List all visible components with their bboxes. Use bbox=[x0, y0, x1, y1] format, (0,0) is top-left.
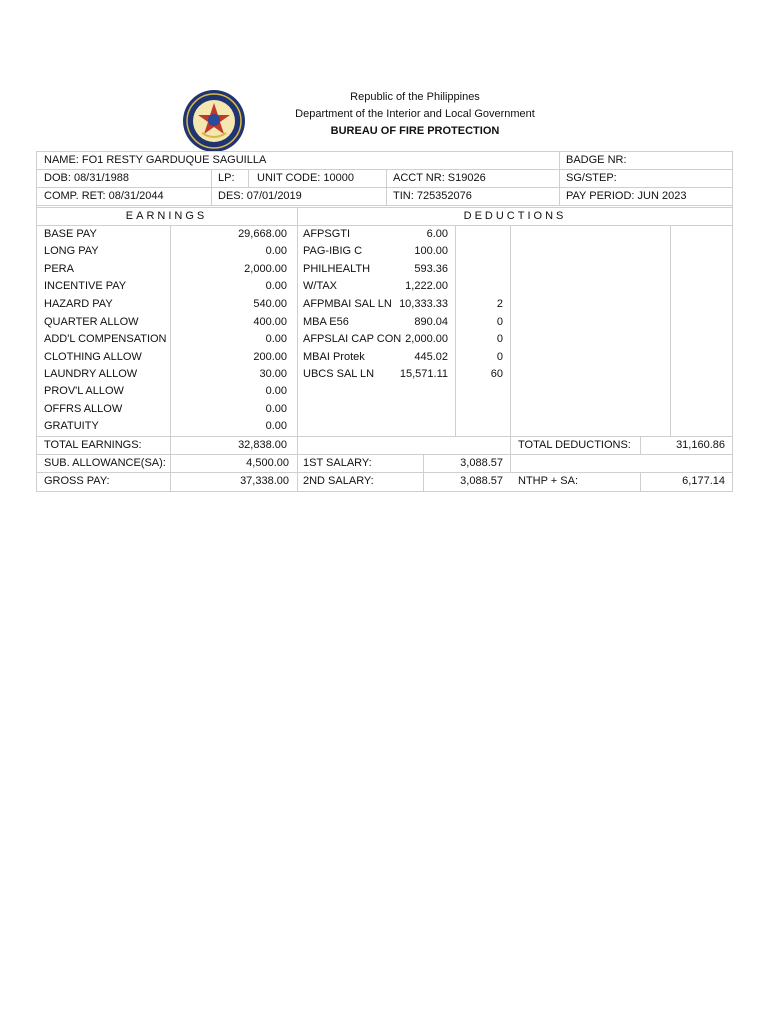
employee-name: NAME: FO1 RESTY GARDUQUE SAGUILLA bbox=[44, 154, 267, 166]
earning-label: PERA bbox=[44, 263, 74, 275]
tin-number: TIN: 725352076 bbox=[393, 190, 472, 202]
earning-value: 0.00 bbox=[265, 385, 287, 397]
deduction-label: UBCS SAL LN bbox=[303, 368, 375, 380]
deduction-count: 60 bbox=[490, 368, 503, 380]
deduction-value: 445.02 bbox=[414, 351, 448, 363]
earning-value: 29,668.00 bbox=[238, 228, 287, 240]
nthp-sa-value: 6,177.14 bbox=[682, 475, 725, 487]
earning-value: 2,000.00 bbox=[244, 263, 287, 275]
earning-label: BASE PAY bbox=[44, 228, 97, 240]
deduction-value: 890.04 bbox=[414, 316, 448, 328]
date-of-birth: DOB: 08/31/1988 bbox=[44, 172, 130, 184]
earning-value: 400.00 bbox=[253, 316, 287, 328]
total-deductions-label: TOTAL DEDUCTIONS: bbox=[518, 439, 631, 451]
earning-label: PROV'L ALLOW bbox=[44, 385, 124, 397]
earning-label: ADD'L COMPENSATION bbox=[44, 333, 167, 345]
earning-label: INCENTIVE PAY bbox=[44, 280, 127, 292]
deduction-label: AFPSLAI CAP CON bbox=[303, 333, 402, 345]
total-earnings-value: 32,838.00 bbox=[238, 439, 287, 451]
deduction-count: 0 bbox=[496, 316, 503, 328]
deduction-label: AFPMBAI SAL LN bbox=[303, 298, 392, 310]
first-salary-value: 3,088.57 bbox=[460, 457, 503, 469]
first-salary-label: 1ST SALARY: bbox=[303, 457, 372, 469]
deductions-header: DEDUCTIONS bbox=[463, 210, 567, 222]
header-republic: Republic of the Philippines bbox=[350, 91, 480, 103]
deduction-label: PAG-IBIG C bbox=[303, 245, 363, 257]
total-earnings-label: TOTAL EARNINGS: bbox=[44, 439, 142, 451]
deduction-label: AFPSGTI bbox=[303, 228, 351, 240]
deduction-value: 1,222.00 bbox=[405, 280, 448, 292]
deduction-count: 2 bbox=[496, 298, 503, 310]
earning-value: 0.00 bbox=[265, 245, 287, 257]
unit-code: UNIT CODE: 10000 bbox=[257, 172, 355, 184]
earning-value: 0.00 bbox=[265, 403, 287, 415]
deduction-value: 100.00 bbox=[414, 245, 448, 257]
sub-allowance-label: SUB. ALLOWANCE(SA): bbox=[44, 457, 166, 469]
bfp-seal-logo bbox=[182, 89, 246, 153]
total-deductions-value: 31,160.86 bbox=[676, 439, 725, 451]
deduction-value: 2,000.00 bbox=[405, 333, 448, 345]
designation-date: DES: 07/01/2019 bbox=[218, 190, 302, 202]
deduction-count: 0 bbox=[496, 351, 503, 363]
sub-allowance-value: 4,500.00 bbox=[246, 457, 289, 469]
header-department: Department of the Interior and Local Government bbox=[295, 108, 535, 120]
deduction-label: MBAI Protek bbox=[303, 351, 365, 363]
earning-label: CLOTHING ALLOW bbox=[44, 351, 142, 363]
earning-label: GRATUITY bbox=[44, 420, 99, 432]
deduction-value: 10,333.33 bbox=[399, 298, 448, 310]
deduction-label: MBA E56 bbox=[303, 316, 349, 328]
second-salary-label: 2ND SALARY: bbox=[303, 475, 374, 487]
deduction-value: 15,571.11 bbox=[399, 368, 448, 380]
deduction-label: PHILHEALTH bbox=[303, 263, 371, 275]
earning-value: 0.00 bbox=[265, 420, 287, 432]
earning-label: LONG PAY bbox=[44, 245, 99, 257]
deduction-value: 6.00 bbox=[426, 228, 448, 240]
compulsory-retirement: COMP. RET: 08/31/2044 bbox=[44, 190, 164, 202]
deduction-value: 593.36 bbox=[414, 263, 448, 275]
gross-pay-label: GROSS PAY: bbox=[44, 475, 110, 487]
deduction-label: W/TAX bbox=[303, 280, 338, 292]
account-number: ACCT NR: S19026 bbox=[393, 172, 486, 184]
earning-label: QUARTER ALLOW bbox=[44, 316, 139, 328]
nthp-sa-label: NTHP + SA: bbox=[518, 475, 579, 487]
header-bureau: BUREAU OF FIRE PROTECTION bbox=[330, 125, 500, 137]
second-salary-value: 3,088.57 bbox=[460, 475, 503, 487]
pay-period: PAY PERIOD: JUN 2023 bbox=[566, 190, 687, 202]
deduction-count: 0 bbox=[496, 333, 503, 345]
badge-number: BADGE NR: bbox=[566, 154, 627, 166]
earning-value: 540.00 bbox=[253, 298, 287, 310]
earning-value: 30.00 bbox=[259, 368, 287, 380]
salary-grade-step: SG/STEP: bbox=[566, 172, 617, 184]
earning-value: 200.00 bbox=[253, 351, 287, 363]
earning-value: 0.00 bbox=[265, 280, 287, 292]
earning-label: OFFRS ALLOW bbox=[44, 403, 123, 415]
gross-pay-value: 37,338.00 bbox=[240, 475, 289, 487]
earning-label: LAUNDRY ALLOW bbox=[44, 368, 138, 380]
earning-value: 0.00 bbox=[265, 333, 287, 345]
earning-label: HAZARD PAY bbox=[44, 298, 113, 310]
earnings-header: EARNINGS bbox=[125, 210, 208, 222]
lp-field: LP: bbox=[218, 172, 235, 184]
